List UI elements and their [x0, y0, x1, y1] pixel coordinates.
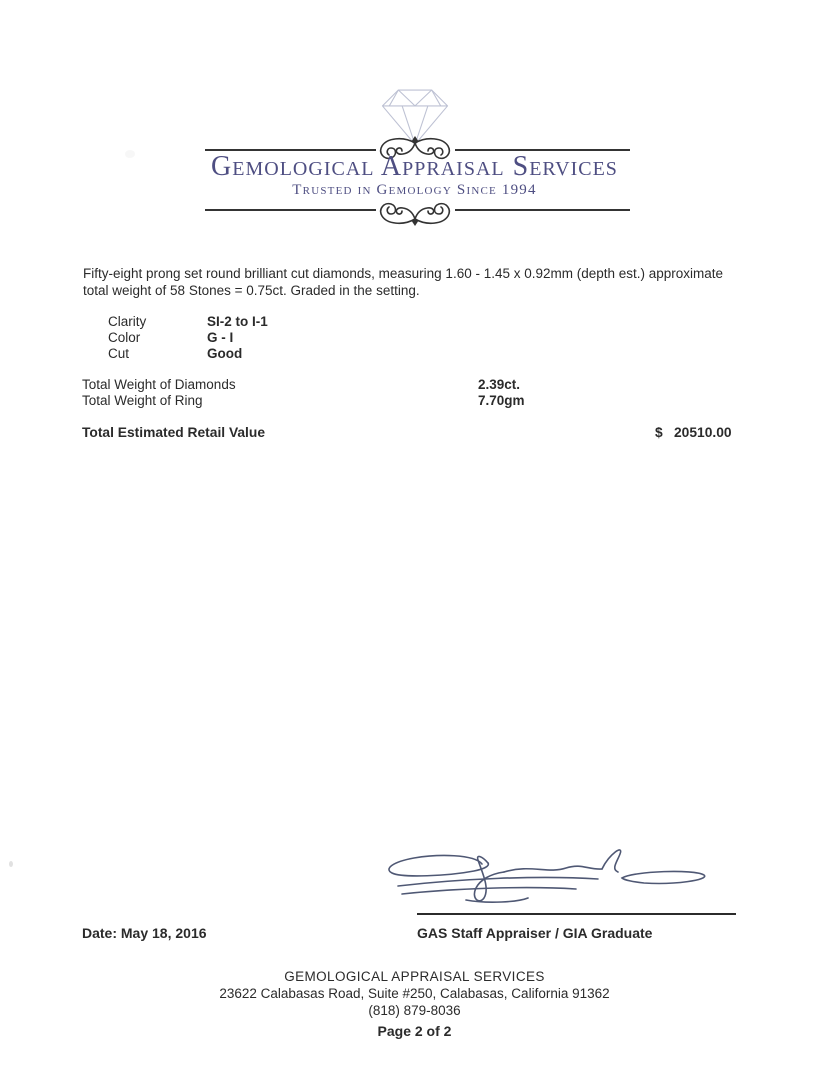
total-diamonds-value: 2.39ct. [478, 377, 521, 392]
date-label: Date: May 18, 2016 [82, 925, 207, 941]
spec-label-clarity: Clarity [108, 314, 147, 329]
appraiser-signature [378, 842, 712, 918]
total-ring-label: Total Weight of Ring [82, 392, 203, 408]
footer-address: 23622 Calabasas Road, Suite #250, Calabasas, California 91362 [219, 986, 610, 1001]
logo-title: Gemological Appraisal Services [211, 151, 618, 182]
signature-line [417, 913, 736, 915]
appraiser-title-label: GAS Staff Appraiser / GIA Graduate [417, 925, 653, 941]
table-row [108, 314, 268, 330]
table-row [82, 377, 742, 393]
logo-rule-bottom-left [205, 209, 376, 211]
spec-label-cut: Cut [108, 345, 130, 361]
retail-value-row [82, 425, 742, 440]
scan-speck [9, 861, 13, 867]
total-ring-value: 7.70gm [478, 392, 525, 408]
logo-tagline: Trusted in Gemology Since 1994 [292, 182, 537, 198]
item-description [83, 266, 743, 299]
totals-section [82, 377, 742, 440]
spec-value-color: G - I [207, 329, 234, 345]
grading-table [108, 314, 268, 361]
logo-rule-bottom-right [455, 209, 630, 211]
page-number: Page 2 of 2 [377, 1023, 452, 1039]
spec-value-clarity: SI-2 to I-1 [207, 314, 268, 329]
spec-value-cut: Good [207, 345, 243, 361]
total-diamonds-label: Total Weight of Diamonds [82, 377, 236, 392]
table-row [82, 393, 742, 409]
scan-speck [125, 150, 135, 158]
footer-phone: (818) 879-8036 [368, 1003, 461, 1018]
spec-label-color: Color [108, 329, 141, 345]
table-row [108, 346, 268, 362]
currency-symbol: $ [655, 425, 663, 440]
retail-value-label: Total Estimated Retail Value [82, 425, 265, 440]
description-line: total weight of 58 Stones = 0.75ct. Graded in the setting. [83, 282, 420, 298]
description-line: Fifty-eight prong set round brilliant cut diamonds, measuring 1.60 - 1.45 x 0.92mm (depth est.) approximate [83, 266, 724, 281]
scroll-flourish-icon [373, 198, 457, 226]
retail-value-amount: 20510.00 [674, 425, 732, 440]
table-row [108, 330, 268, 346]
footer-company-name: GEMOLOGICAL APPRAISAL SERVICES [284, 969, 545, 984]
